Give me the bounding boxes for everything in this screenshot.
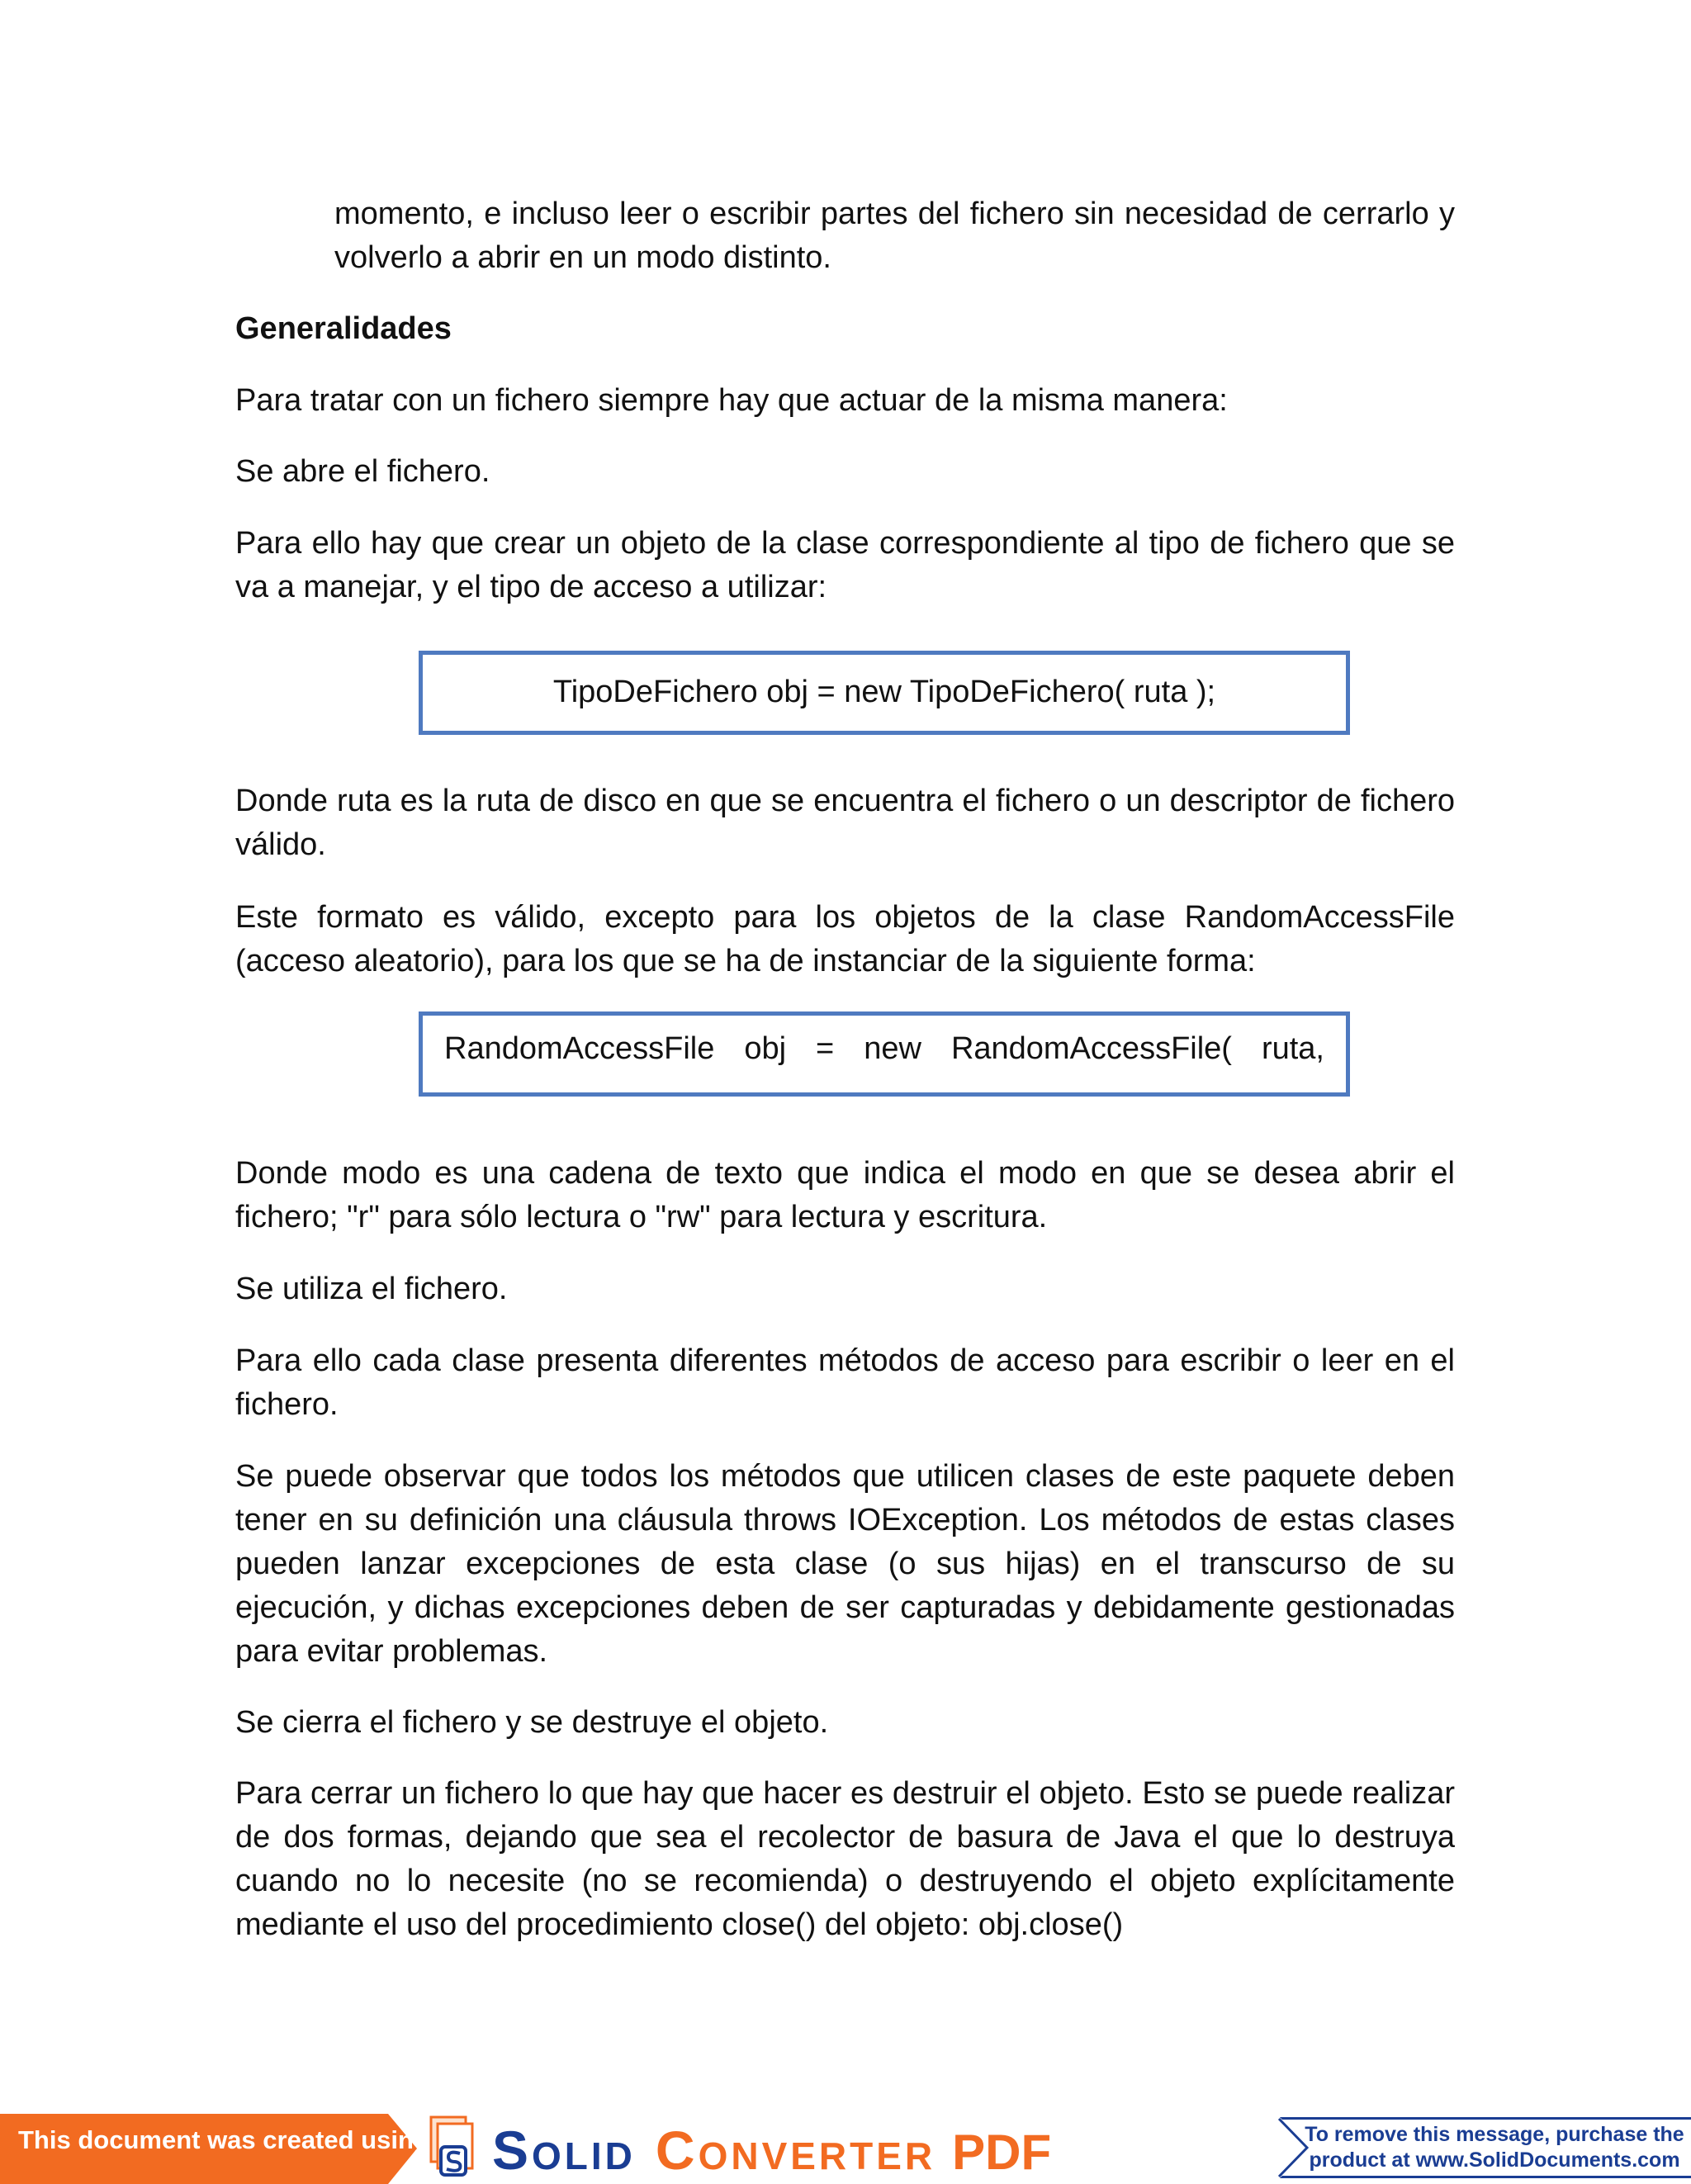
code-line: RandomAccessFile obj = new RandomAccessFile( ruta, [444, 1031, 1324, 1066]
paragraph-ioexception: Se puede observar que todos los métodos que utilicen clases de este paquete deben tener en su definición una cláusula throws IOException. Los métodos de estas clases pueden lanzar excepciones de esta clase (o sus hijas) en el transcurso de su ejecución, y dichas excepciones deben de ser capturadas y debidamente gestionadas para evitar problemas. [235, 1459, 1455, 1669]
paragraph-step-use: Se utiliza el fichero. [235, 1272, 508, 1306]
paragraph-modo: Donde modo es una cadena de texto que indica el modo en que se desea abrir el fichero; "r" para sólo lectura o "rw" para lectura y escritura. [235, 1156, 1455, 1234]
solid-documents-logo-icon [426, 2114, 479, 2180]
watermark-banner [0, 2104, 1691, 2184]
paragraph-access-methods: Para ello cada clase presenta diferentes métodos de acceso para escribir o leer en el fichero. [235, 1343, 1455, 1422]
paragraph-create-object: Para ello hay que crear un objeto de la clase correspondiente al tipo de fichero que se va a manejar, y el tipo de acceso a utilizar: [235, 526, 1455, 604]
brand-converter: Converter [655, 2120, 936, 2181]
banner-created-using-text: This document was created using [18, 2125, 429, 2154]
section-heading: Generalidades [235, 311, 452, 346]
purchase-notice-line2: product at www.SolidDocuments.com [1309, 2148, 1680, 2172]
code-box-tipo-de-fichero [419, 651, 1350, 735]
brand-solid: Solid [492, 2120, 636, 2181]
solid-converter-pdf-logo [492, 2119, 1051, 2182]
paragraph-random-access: Este formato es válido, excepto para los objetos de la clase RandomAccessFile (acceso aleatorio), para los que se ha de instanciar de la siguiente forma: [235, 900, 1455, 978]
code-line: TipoDeFichero obj = new TipoDeFichero( ruta ); [552, 675, 1216, 709]
paragraph-step-close: Se cierra el fichero y se destruye el objeto. [235, 1705, 829, 1740]
paragraph-close-object: Para cerrar un fichero lo que hay que hacer es destruir el objeto. Esto se puede realizar de dos formas, dejando que sea el recolector de basura de Java el que lo destruya cuando no lo necesite (no se recomienda) o destruyendo el objeto explícitamente mediante el uso del procedimiento close() del objeto: obj.close() [235, 1776, 1455, 1942]
code-box-random-access-file [419, 1011, 1350, 1097]
paragraph-intro: Para tratar con un fichero siempre hay que actuar de la misma manera: [235, 383, 1228, 418]
paragraph-step-open: Se abre el fichero. [235, 454, 490, 489]
purchase-notice-text[interactable] [1305, 2122, 1684, 2173]
purchase-notice-line1: To remove this message, purchase the [1305, 2123, 1684, 2146]
continued-paragraph: momento, e incluso leer o escribir partes del fichero sin necesidad de cerrarlo y volverlo a abrir en un modo distinto. [334, 197, 1455, 275]
paragraph-ruta: Donde ruta es la ruta de disco en que se encuentra el fichero o un descriptor de fichero válido. [235, 784, 1455, 862]
brand-pdf: PDF [952, 2125, 1052, 2180]
